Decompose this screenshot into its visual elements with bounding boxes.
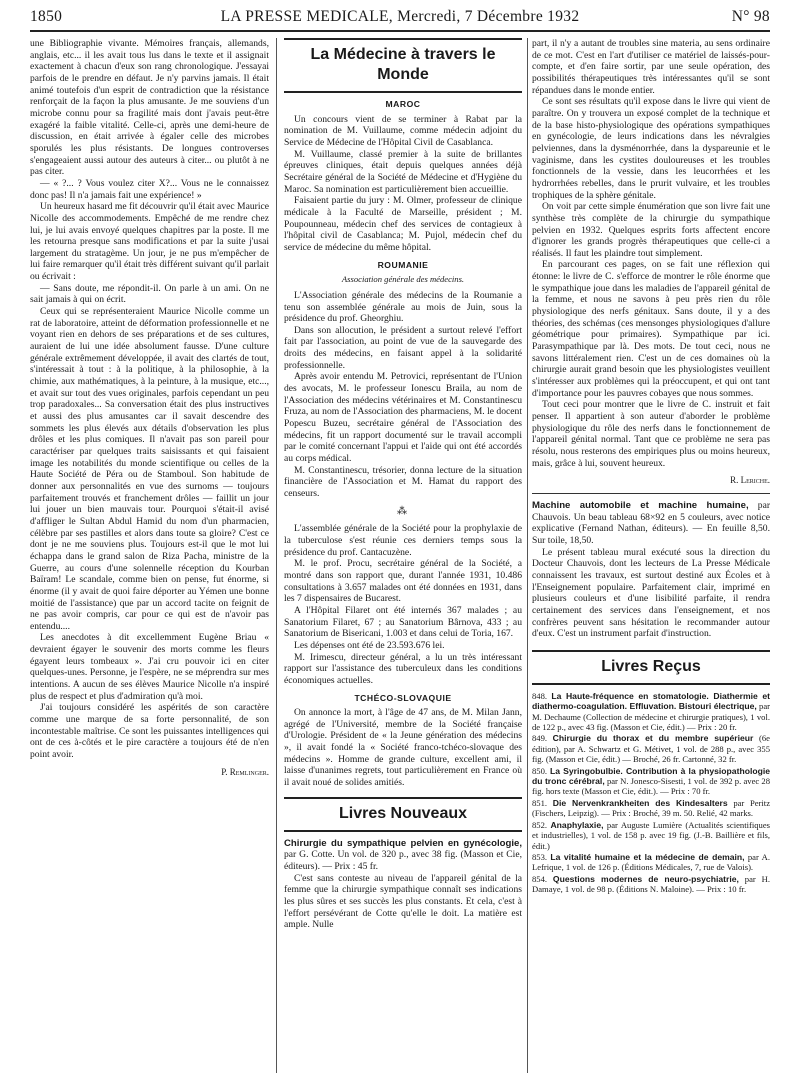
news-paragraph: L'Association générale des médecins de la Roumanie a tenu son assemblée générale au mois de Juin, sous la présidence du prof. Gheorghiu. <box>284 289 522 325</box>
country-heading-tcheco: TCHÉCO-SLOVAQUIE <box>354 692 452 703</box>
news-paragraph: Faisaient partie du jury : M. Olmer, professeur de clinique médicale à la Faculté de Marseille, président ; M. Poupounneau, médecin chef des services de contagieux à l'hôpital civil de Casablanca; M. Pujol, médecin chef du service de médecine du même hôpital. <box>284 195 522 253</box>
column-divider-1 <box>276 38 277 1073</box>
news-paragraph: Les dépenses ont été de 23.593.676 lei. <box>294 639 445 651</box>
page-number: 1850 <box>30 8 63 25</box>
sub-heading: Association générale des médecins. <box>341 274 465 285</box>
column-2 <box>284 38 522 931</box>
column-3 <box>532 38 770 896</box>
review-paragraph: Tout ceci pour montrer que le livre de C. instruit et fait penser. Il appartient à son auteur d'aborder le problème physiologique du rôle des nerfs dans le fonctionnement de l'appareil génital normal. Tant que ce problème ne sera pas résolu, nous resterons des empiriques plus ou moins heureux, mais, grâce à lui, souvent heureux. <box>532 399 770 469</box>
entry-reference: (6e édition), par A. Schwartz et G. Métivet, 1 vol. de 288 p., avec 355 fig. (Masson et Cie, édit.) — Broché, 26 fr. Cartonné, 32 fr. <box>532 733 770 765</box>
entry-number: 853. <box>532 851 548 862</box>
page-header <box>30 8 770 30</box>
article-paragraph: Un heureux hasard me fit découvrir qu'il était avec Maurice Nicolle des accommodements. Empêché de me rendre chez lui, je lui avais envoyé quelques chapitres par la poste. Il me les retourna presque sans modifications et par la suite j'usai largement du stratagème. Un jour, je ne pus m'empêcher de lui faire remarquer qu'il était très différent suivant qu'il parlait ou écrivait : <box>30 201 269 283</box>
news-paragraph: M. Vuillaume, classé premier à la suite de brillantes épreuves cliniques, était depuis quelques années déjà Secrétaire général de la Société de Médecine et d'Hygiène du Maroc. Sa nomination est particulièrement bien accueillie. <box>284 148 522 195</box>
received-book-entry <box>532 766 770 797</box>
book-title: Machine automobile et machine humaine, <box>532 499 749 511</box>
received-book-entry <box>532 852 770 873</box>
review-paragraph: part, il n'y a autant de troubles sine materia, au sens ordinaire de ce mot. C'est en l'art d'utiliser ce matériel de laissés-pour-compte, et d'en faire sortir, par une seule opération, des possibilités thérapeutiques très intéressantes qu'il se sont répandues dans le monde entier. <box>532 38 770 96</box>
author-signature: P. Remlinger. <box>221 766 269 777</box>
entry-title: La vitalité humaine et la médecine de demain, <box>550 851 745 862</box>
review-paragraph: On voit par cette simple énumération que son livre fait une synthèse très complète de la chirurgie du sympathique pelvien en 1932. Quelques esprits forts affectent encore d'ignorer les grands progrès thérapeutiques que celle-ci a réalisés. Il faut les plaindre tout simplement. <box>532 201 770 259</box>
journal-title: LA PRESSE MEDICALE, Mercredi, 7 Décembre 1932 <box>220 8 580 25</box>
entry-reference: par M. Dechaume (Collection de médecine et chirurgie pratiques), 1 vol. de 122 p., avec 43 fig. (Masson et Cie, édit.) — Prix : 20 fr. <box>532 701 770 733</box>
received-book-entry <box>532 733 770 764</box>
book-reference: par G. Cotte. Un vol. de 320 p., avec 38 fig. (Masson et Cie, éditeurs). — Prix : 45 fr. <box>284 849 522 873</box>
book-reference: par Chauvois. Un beau tableau 68×92 en 5 couleurs, avec notice explicative (Fernand Nathan, éditeurs). — En feuille 8,50. Sur toile, 18,50. <box>532 499 771 546</box>
book-title: Chirurgie du sympathique pelvien en gynécologie, <box>284 837 522 849</box>
news-paragraph: Après avoir entendu M. Petrovici, représentant de l'Union des avocats, M. le professeur Ionescu Braila, au nom de l'Association des médecins vétérinaires et M. Constantinescu Fruza, au nom de l'Association des pharmaciens, M. le docent Popescu Buzeu, secrétaire général de l'Association des médecins, fit un rapport documenté sur le travail accompli par le comité concernant l'appui et l'aide qui ont été accordés au corps médical. <box>284 371 522 465</box>
livres-nouveaux-title: Livres Nouveaux <box>338 804 468 822</box>
column-divider-2 <box>527 38 528 1073</box>
livres-nouveaux-box <box>284 797 522 832</box>
entry-reference: par H. Damaye, 1 vol. de 98 p. (Éditions N. Maloine). — Prix : 10 fr. <box>532 873 770 895</box>
news-paragraph: A l'Hôpital Filaret ont été internés 367 malades ; au Sanatorium Filaret, 67 ; au Sanatorium Bârnova, 433 ; au Sanatorium de Bisericani, 1.003 et dans celui de Toria, 167. <box>284 604 522 640</box>
entry-title: Anaphylaxie, <box>550 819 604 830</box>
entry-reference: par N. Jonesco-Sisesti, 1 vol. de 392 p. avec 28 fig. hors texte (Masson et Cie, édit.). — Prix : 70 fr. <box>532 776 770 797</box>
news-paragraph: Un concours vient de se terminer à Rabat par la nomination de M. Vuillaume, comme médecin adjoint du Service de Médecine de l'Hôpital Civil de Casablanca. <box>284 113 522 148</box>
book-entry <box>532 500 770 547</box>
received-books-list <box>532 691 770 895</box>
header-rule <box>30 30 770 32</box>
livres-recus-box <box>532 650 770 685</box>
review-paragraph: C'est sans conteste au niveau de l'appareil génital de la femme que la chirurgie sympathique connaît ses indications les plus sûres et ses succès les plus constants. Et cela, c'est à l'effort persévérant de Cotte qu'elle le doit. La matière est ample. Nulle <box>284 872 522 931</box>
news-paragraph: On annonce la mort, à l'âge de 47 ans, de M. Milan Jann, agrégé de l'Université, membre de la Société française d'Urologie. Président de « la Jeune génération des médecins », il avait fondé la « Société franco-tchéco-slovaque des médecins ». Homme de grande culture, excellent ami, il laisse d'unanimes regrets, tout particulièrement en France où il avait noué de solides amitiés. <box>284 707 522 789</box>
section-title: La Médecine à travers le Monde <box>310 46 496 83</box>
livres-recus-title: Livres Reçus <box>601 657 701 675</box>
article-paragraph: — « ?... ? Vous voulez citer X?... Vous ne le connaissez donc pas! Il n'a jamais fait une expérience! » <box>30 177 269 201</box>
article-paragraph: — Sans doute, me répondit-il. On parle à un ami. On ne sait jamais à qui on écrit. <box>30 282 269 306</box>
entry-title: Chirurgie du thorax et du membre supérieur <box>552 733 754 744</box>
news-paragraph: Dans son allocution, le président a surtout relevé l'effort fait par l'association, au point de vue de la sauvegarde des droits des médecins, en faisant appel à la solidarité professionnelle. <box>284 324 522 371</box>
asterism-divider: ⁂ <box>397 505 409 517</box>
entry-number: 850. <box>532 765 548 776</box>
received-book-entry <box>532 798 770 819</box>
article-paragraph: J'ai toujours considéré les aspérités de son caractère comme une marque de sa forte personnalité, de son incontestable maîtrise. Ce sont les puissantes intelligences qui ont de ces à-côtés et le pire caractère a toujours été de n'en point avoir. <box>30 702 269 761</box>
news-paragraph: M. Constantinescu, trésorier, donna lecture de la situation financière de l'Association et M. Hamat du rapport des censeurs. <box>284 464 522 499</box>
book-entry <box>284 838 522 873</box>
country-heading-maroc: MAROC <box>385 99 421 109</box>
entry-reference: par A. Lefrique, 1 vol. de 126 p. (Éditions Médicales, 7, rue de Valois). <box>532 851 770 873</box>
entry-number: 851. <box>532 797 548 808</box>
entry-title: La Haute-fréquence en stomatologie. Diathermie et diathermo-coagulation. Effluvation. Bistouri électrique, <box>532 690 770 712</box>
entry-number: 852. <box>532 819 548 830</box>
received-book-entry <box>532 691 770 733</box>
entry-reference: par Peritz (Fischers, Leipzig). — Prix : Broché, 39 m. 50. Relié, 42 marks. <box>532 797 771 819</box>
entry-number: 854. <box>532 873 548 884</box>
review-paragraph: En parcourant ces pages, on se fait une réflexion qui étonne: le livre de C. s'efforce de montrer le rôle énorme que le sympathique joue dans les maladies de l'appareil génital de la femme, et nous ne savons à peu près rien du rôle physiologique des nerfs génitaux. Sans doute, il y a des théories, des schémas (ces mensonges physiologiques d'allure géométrique pour primaires). Sympathique par ici. Parasympathique par là. Des mots. De tout ceci, nous ne savons littéralement rien. C'est un de ces domaines où la chirurgie aurait grand besoin que les physiologistes veuillent s'intéresser aux problèmes qui la préoccupent, et qui ont tant d'importance pour les pauvres cobayes que nous sommes. <box>532 259 770 399</box>
article-paragraph: une Bibliographie vivante. Mémoires français, allemands, anglais, etc... il les avait tous lus dans le texte et il assignait exactement à chacun d'eux son rang chronologique. J'essayai parfois de le prendre en défaut. Je n'y parvins jamais. Il était animé toutefois d'un esprit de contradiction que la résistance renforçait de la façon la plus amusante. Je me souviens d'un microbe connu pour sa fragilité mais dont j'avais peut-être exagéré la faible vitalité. Celle-ci, après une demi-heure de discussion, en était arrivée à égaler celle des microbes sporulés les plus résistants. De longues controverses s'engageaient aussi autour des auteurs à citer... ou plutôt à ne pas citer. <box>30 38 269 178</box>
article-paragraph: Les anecdotes à dit excellemment Eugène Briau « devraient égayer le souvenir des morts comme les fleurs égayent leurs tombeaux ». J'ai cru pouvoir ici en citer quelques-unes. Personne, je l'espère, ne se méprendra sur mes intentions. A aucun de ses élèves Maurice Nicolle n'a inspiré plus de respect et plus d'admiration qu'à moi. <box>30 632 269 702</box>
issue-number: N° 98 <box>731 8 770 25</box>
reviewer-signature: R. Leriche. <box>730 475 770 486</box>
entry-title: La Syringobulbie. Contribution à la physiopathologie du tronc cérébral, <box>532 765 770 787</box>
news-paragraph: M. le prof. Procu, secrétaire général de la Société, a montré dans son rapport que, durant l'année 1931, 10.486 consultations à 3.657 malades ont été données en 1931, dans les 7 dispensaires de Bucarest. <box>284 558 522 605</box>
received-book-entry <box>532 820 770 851</box>
entry-number: 848. <box>532 690 548 701</box>
article-paragraph: Ceux qui se représenteraient Maurice Nicolle comme un rat de laboratoire, atteint de déformation professionnelle et ne voyant rien en dehors de ses préparations et de ses cultures, auraient de lui une idée absolument fausse. D'une culture générale extrêmement développée, il avait des clartés de tout, s'intéressait à tout : à la politique, à la philosophie, à la chimie, aux mathématiques, à la peinture, à la musique, etc..., et avait sur tout des vues originales, parfois cependant un peu trop paradoxales... Sa conversation était des plus instructives et aussi des plus amusantes car il savait descendre des sommets les plus élevés aux détails d'observation les plus drôles et les plus comiques. Il n'avait pas son pareil pour caractériser par quelques traits saisissants et qui faisaient image les notabilités du monde scientifique ou celles de la Haute Société de Péra ou de Stamboul. Son habitude de donner aux personnalités en vue des surnoms — toujours parfaitement trouvés et franchement drôles — faillit un jour lui jouer un bien mauvais tour. Pourquoi s'était-il avisé d'affliger le Sultan Abdul Hamid du nom d'un pharmacien, célèbre par ses pastilles et alors dans toute sa gloire? C'est ce dont je ne me souviens plus. Toujours est-il que le mot lui échappa dans le grand salon de Riza Pacha, ministre de la Guerre, au cours d'une solennelle réception du Kourban Baïram! Le scandale, comme bien on pense, fut énorme, si énorme (il y avait de quoi faire déporter au Yémen une bonne moitié de l'assistance) que par un accord tacite on feignit de ne pas avoir compris, car pour ce qui est de n'avoir pas entendu.... <box>30 306 269 632</box>
review-paragraph: Le présent tableau mural exécuté sous la direction du Docteur Chauvois, dont les lecteurs de La Presse Médicale connaissent les travaux, est surtout destiné aux Écoles et à l'Enseignement populaire. Parfaitement clair, imprimé en plusieurs couleurs et d'une lisibilité parfaite, il rendra certainement des services dans l'enseignement, et nos confrères peuvent sans hésitation le recommander autour d'eux. C'est un instrument parfait d'instruction. <box>532 546 770 640</box>
column-1 <box>30 38 269 778</box>
entry-reference: par Auguste Lumière (Actualités scientifiques et industrielles), 1 vol. de 158 p. avec 19 fig. (J.-B. Baillière et fils, édit.) <box>532 819 770 851</box>
entry-title: Questions modernes de neuro-psychiatrie, <box>552 873 739 884</box>
news-paragraph: M. Irimescu, directeur général, a lu un très intéressant rapport sur l'assistance des tuberculeux dans les conditions économiques actuelles. <box>284 651 522 686</box>
entry-title: Die Nervenkrankheiten des Kindesalters <box>552 797 728 808</box>
section-header-box <box>284 38 522 93</box>
divider <box>532 493 770 494</box>
review-paragraph: Ce sont ses résultats qu'il expose dans le livre qui vient de paraître. On y trouvera un exposé complet de la technique et de la base histo-physiologique des opérations sympathiques en gynécologie, de leurs indications dans les névralgies pelviennes, dans la dysménorrhée, dans la dyspareunie et le vaginisme, dans les cystites douloureuses et les troubles fonctionnels de la vessie, dans les leucorrhées et les hydrorrhées rebelles, dans le prurit vulvaire, et les troubles trophiques de la sphère génitale. <box>532 96 770 201</box>
news-paragraph: L'assemblée générale de la Société pour la prophylaxie de la tuberculose s'est réunie ces derniers temps sous la présidence du prof. Cantacuzène. <box>284 523 522 558</box>
entry-number: 849. <box>532 733 548 744</box>
country-heading-roumanie: ROUMANIE <box>377 259 429 270</box>
received-book-entry <box>532 874 770 895</box>
